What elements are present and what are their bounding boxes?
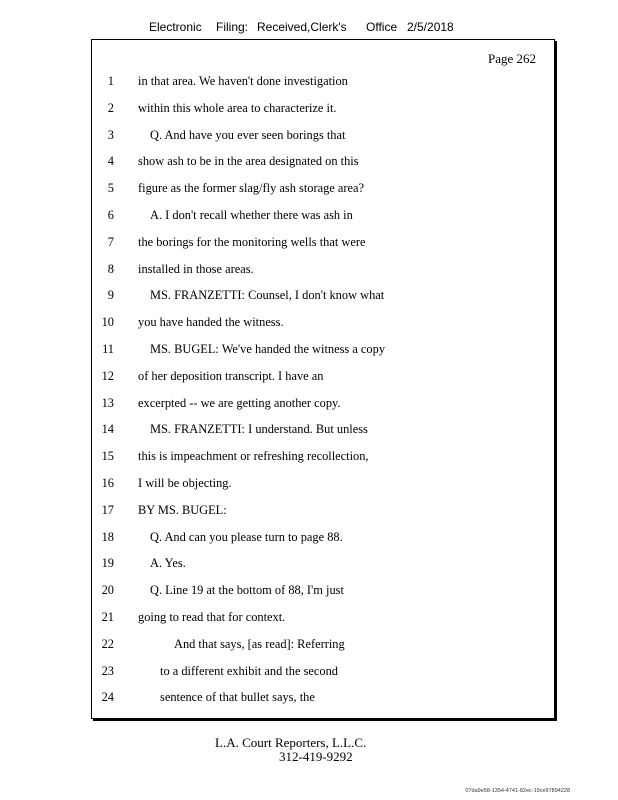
line-text: MS. FRANZETTI: I understand. But unless bbox=[150, 422, 368, 437]
header-electronic: Electronic bbox=[149, 20, 202, 34]
transcript-page bbox=[91, 39, 555, 719]
line-text: A. Yes. bbox=[150, 556, 186, 571]
line-text: And that says, [as read]: Referring bbox=[174, 636, 345, 651]
line-number: 16 bbox=[101, 476, 114, 490]
transcript-line bbox=[92, 610, 554, 630]
transcript-line bbox=[92, 664, 554, 684]
document-id: 07da9e58-1354-4741-82ec-19ce97894228 bbox=[465, 788, 570, 794]
line-number: 10 bbox=[101, 315, 114, 330]
line-number: 4 bbox=[107, 154, 114, 169]
transcript-line bbox=[92, 74, 554, 94]
transcript-line bbox=[92, 530, 554, 550]
line-text: sentence of that bullet says, the bbox=[160, 690, 315, 705]
line-number: 15 bbox=[101, 449, 114, 464]
transcript-line bbox=[92, 637, 554, 657]
line-text: installed in those areas. bbox=[138, 261, 254, 276]
transcript-line bbox=[92, 476, 554, 496]
line-number: 14 bbox=[101, 422, 114, 437]
line-number: 1 bbox=[107, 74, 114, 88]
line-number: 6 bbox=[107, 208, 114, 222]
transcript-line bbox=[92, 396, 554, 416]
transcript-line bbox=[92, 449, 554, 469]
line-text: of her deposition transcript. I have an bbox=[138, 368, 324, 383]
line-text: you have handed the witness. bbox=[138, 315, 284, 330]
line-number: 20 bbox=[101, 583, 114, 598]
transcript-line bbox=[92, 101, 554, 121]
transcript-line bbox=[92, 235, 554, 255]
transcript-line bbox=[92, 154, 554, 174]
line-text: A. I don't recall whether there was ash in bbox=[150, 208, 353, 222]
line-number: 3 bbox=[107, 127, 114, 142]
footer-phone: 312-419-9292 bbox=[279, 749, 353, 764]
line-text: the borings for the monitoring wells that were bbox=[138, 234, 366, 249]
transcript-line bbox=[92, 556, 554, 576]
transcript-line bbox=[92, 583, 554, 603]
header-office: Office bbox=[366, 20, 398, 34]
line-text: I will be objecting. bbox=[138, 476, 232, 490]
transcript-line bbox=[92, 128, 554, 148]
transcript-line bbox=[92, 288, 554, 308]
line-number: 17 bbox=[101, 502, 114, 517]
line-number: 11 bbox=[102, 342, 114, 356]
line-text: Q. And have you ever seen borings that bbox=[150, 127, 346, 142]
line-number: 18 bbox=[101, 529, 114, 544]
line-text: in that area. We haven't done investigation bbox=[138, 74, 348, 88]
line-text: MS. FRANZETTI: Counsel, I don't know what bbox=[150, 288, 385, 303]
line-text: Q. Line 19 at the bottom of 88, I'm just bbox=[150, 583, 344, 598]
line-text: MS. BUGEL: We've handed the witness a copy bbox=[150, 342, 386, 356]
line-text: Q. And can you please turn to page 88. bbox=[150, 529, 343, 544]
transcript-line bbox=[92, 208, 554, 228]
transcript-line bbox=[92, 262, 554, 282]
line-number: 5 bbox=[107, 181, 114, 196]
line-number: 22 bbox=[101, 636, 114, 651]
line-text: show ash to be in the area designated on this bbox=[138, 154, 359, 169]
line-number: 2 bbox=[107, 100, 114, 115]
transcript-line bbox=[92, 422, 554, 442]
transcript-line bbox=[92, 690, 554, 710]
transcript-line bbox=[92, 342, 554, 362]
line-number: 7 bbox=[107, 234, 114, 249]
line-number: 24 bbox=[101, 690, 114, 705]
line-number: 9 bbox=[107, 288, 114, 303]
line-text: to a different exhibit and the second bbox=[160, 663, 339, 678]
line-text: within this whole area to characterize it. bbox=[138, 100, 337, 115]
line-number: 8 bbox=[107, 261, 114, 276]
line-text: excerpted -- we are getting another copy. bbox=[138, 395, 341, 410]
line-text: figure as the former slag/fly ash storage area? bbox=[138, 181, 365, 196]
footer-company: L.A. Court Reporters, L.L.C. bbox=[215, 735, 367, 750]
page-number: Page 262 bbox=[487, 51, 536, 66]
transcript-line bbox=[92, 315, 554, 335]
line-number: 12 bbox=[101, 368, 114, 383]
line-number: 19 bbox=[101, 556, 114, 571]
transcript-line bbox=[92, 369, 554, 389]
transcript-line bbox=[92, 503, 554, 523]
line-number: 13 bbox=[101, 395, 114, 410]
transcript-line bbox=[92, 181, 554, 201]
line-text: going to read that for context. bbox=[138, 610, 286, 624]
header-date: 2/5/2018 bbox=[407, 20, 454, 34]
header-received: Received,Clerk's bbox=[257, 20, 347, 34]
line-text: this is impeachment or refreshing recollection, bbox=[138, 449, 369, 464]
header-filing: Filing: bbox=[216, 20, 249, 34]
line-number: 23 bbox=[101, 663, 114, 678]
line-number: 21 bbox=[101, 610, 114, 624]
line-text: BY MS. BUGEL: bbox=[138, 502, 227, 517]
